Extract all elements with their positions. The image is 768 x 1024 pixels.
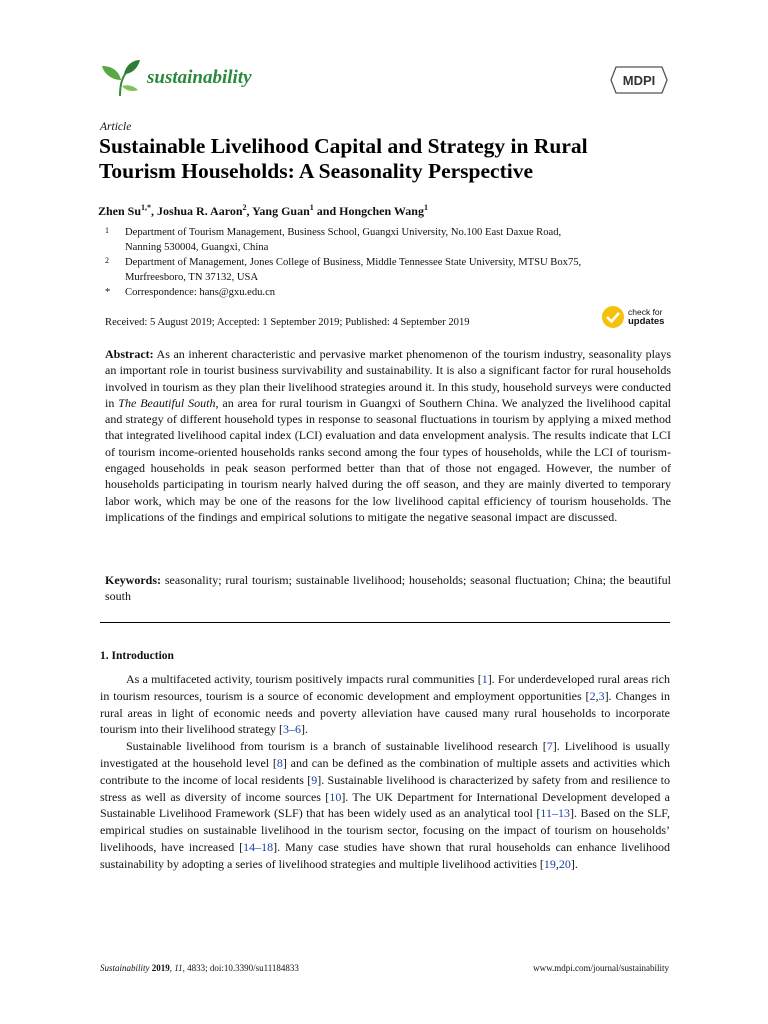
citation-link[interactable]: 8 xyxy=(276,755,283,770)
paragraph: Sustainable livelihood from tourism is a branch of sustainable livelihood research [7]. Livelihood is usually investigated at the household level [8] and can be defined as the combination of multiple assets and activities which contribute to the income of local residents [9]. Sustainable livelihood is characterized by safety from and resilience to stress as well as diversity of income sources [10]. The UK Department for International Development developed a Sustainable Livelihood Framework (SLF) that has been widely used as an analytical tool [11–13]. Based on the SLF, empirical studies on sustainable livelihood in the tourism sector, focusing on the impact of tourism on households’ livelihoods, have increased [14–18]. Many case studies have shown that rural households can enhance livelihood sustainability by adopting a series of livelihood strategies and multiple livelihood activities [19,20]. xyxy=(100,739,671,871)
check-updates-icon xyxy=(601,305,625,329)
citation-link[interactable]: 20 xyxy=(558,856,571,871)
affiliation-2: 2 Department of Management, Jones College of Business, Middle Tennessee State University, MTSU Box75, Murfreesboro, TN 37132, USA xyxy=(105,256,582,283)
citation-link[interactable]: 19 xyxy=(543,856,556,871)
correspondence: * Correspondence: hans@gxu.edu.cn xyxy=(0,283,768,299)
affiliation-1: 1 Department of Tourism Management, Business School, Guangxi University, No.100 East Daxue Road, Nanning 530004, Guangxi, China xyxy=(105,226,562,253)
author-name: Hongchen Wang xyxy=(339,204,424,218)
footer-url[interactable]: www.mdpi.com/journal/sustainability xyxy=(533,963,669,973)
introduction-body xyxy=(100,671,670,873)
abstract: Abstract: As an inherent characteristic and pervasive market phenomenon of the tourism industry, seasonality plays an important role in tourist business survivability and sustainability. It is also a significant factor for rural households involved in tourism as they plan their livelihood strategies around it. In this study, household surveys were conducted in The Beautiful South, an area for rural tourism in Guangxi of Southern China. We analyzed the livelihood capital and strategy of different household types in response to seasonal fluctuations in tourism by applying a mixed method that integrated livelihood capital index (LCI) evaluation and data envelopment analysis. The results indicate that LCI of tourism income-oriented households ranks second among the four types of households, while the LCI of tourism-engaged households in peak season performed better than that of those not engaged. However, the number of households participating in tourism nearly halved during the off season, and they are mainly diverted to temporary labor work, which may be one of the reasons for the low livelihood capital efficiency of tourism households. The implications of the findings and empirical solutions to mitigate the negative seasonal impact are discussed. xyxy=(105,347,672,524)
mdpi-logo xyxy=(610,66,668,94)
article-type: Article xyxy=(100,121,132,133)
publication-dates: Received: 5 August 2019; Accepted: 1 September 2019; Published: 4 September 2019 xyxy=(105,317,470,328)
title-line-2: Tourism Households: A Seasonality Perspective xyxy=(99,159,534,183)
abstract-label: Abstract: xyxy=(105,347,154,361)
footer-citation: Sustainability 2019, 11, 4833; doi:10.3390/su11184833 xyxy=(100,963,299,973)
citation-link[interactable]: 7 xyxy=(546,739,553,754)
author-name: Zhen Su xyxy=(98,204,142,218)
mdpi-logo-text: MDPI xyxy=(622,73,656,88)
section-divider xyxy=(100,622,670,623)
author-affil: 2 xyxy=(242,203,247,212)
leaf-icon xyxy=(100,58,142,98)
check-for-updates-button[interactable]: check for updates xyxy=(601,305,664,329)
citation-link[interactable]: 2 xyxy=(589,688,596,703)
author-affil: 1 xyxy=(423,203,428,212)
author-affil: 1 xyxy=(309,203,314,212)
citation-link[interactable]: 3 xyxy=(598,688,605,703)
author-affil: 1,* xyxy=(141,203,152,212)
author-name: Joshua R. Aaron xyxy=(157,204,243,218)
citation-link[interactable]: 9 xyxy=(311,772,318,787)
keywords-label: Keywords: xyxy=(105,573,161,587)
paragraph: As a multifaceted activity, tourism positively impacts rural communities [1]. For underdeveloped rural areas rich in tourism resources, tourism is a source of economic development and employment opportunities [2,3]. Changes in rural areas in light of economic needs and poverty alleviation have caused many rural households to incorporate tourism into their livelihood strategy [3–6]. xyxy=(100,672,671,737)
citation-link[interactable]: 10 xyxy=(329,789,342,804)
citation-link[interactable]: 3–6 xyxy=(282,722,301,737)
author-name: Yang Guan xyxy=(252,204,310,218)
title-line-1: Sustainable Livelihood Capital and Strategy in Rural xyxy=(99,134,588,158)
journal-logo xyxy=(100,58,142,98)
correspondence-email[interactable]: Correspondence: hans@gxu.edu.cn xyxy=(125,287,276,298)
citation-link[interactable]: 1 xyxy=(481,672,488,686)
citation-link[interactable]: 11–13 xyxy=(540,806,570,821)
section-heading: 1. Introduction xyxy=(100,650,174,662)
journal-name: sustainability xyxy=(147,67,252,88)
keywords: Keywords: seasonality; rural tourism; sustainable livelihood; households; seasonal fluctuation; China; the beautiful south xyxy=(105,573,671,604)
author-list: Zhen $Su^{1,*}$, Joshua R. Aaron$^2$, Yang Guan$^1$ and Hongchen Wang$^1$ xyxy=(98,203,428,218)
page-title xyxy=(99,134,679,184)
citation-link[interactable]: 14–18 xyxy=(243,839,274,854)
